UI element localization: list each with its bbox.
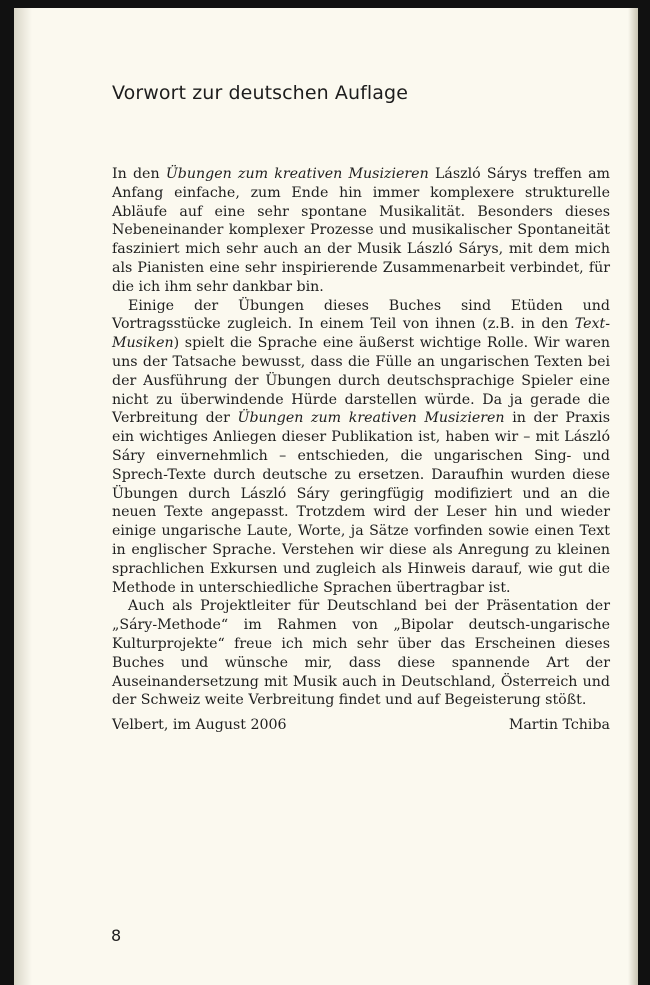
text-run: Auch als Projektleiter für Deutschland bei der Präsentation der „Sáry-Methode“ im Rahmen von „Bipolar deutsch-ungarische Kulturprojekte“ freue ich mich sehr über das Erscheinen dieses Buches und wünsche mir, dass diese spannende Art der Auseinandersetzung mit Musik auch in Deutschland, Österreich und der Schweiz weite Verbreitung findet und auf Begeisterung stößt. (112, 598, 610, 709)
page-number: 8 (111, 926, 122, 945)
author-name: Martin Tchiba (508, 717, 610, 733)
paragraph (112, 165, 610, 297)
italic-text: Text-Musiken (112, 316, 610, 352)
italic-text: Übungen zum kreativen Musizieren (165, 166, 429, 182)
binding-shadow (14, 8, 32, 985)
text-run: In den (112, 166, 166, 182)
text-run: László Sárys treffen am Anfang einfache, zum Ende hin immer komplexere strukturelle Abläufe auf eine sehr spontane Musikalität. Besonders dieses Nebeneinander komplexer Prozesse und musikalischer Spontaneität fasziniert mich sehr auch an der Musik László Sárys, mit dem mich als Pianisten eine sehr inspirierende Zusammenarbeit verbindet, für die ich ihm sehr dankbar bin. (112, 166, 610, 295)
page-edge-shadow (628, 8, 638, 985)
italic-text: Übungen zum kreativen Musizieren (237, 410, 505, 427)
text-run: in der Praxis ein wichtiges Anliegen dieser Publikation ist, haben wir – mit László Sáry einvernehmlich – entschieden, die ungarischen Sing- und Sprech-Texte durch deutsche zu ersetzen. Daraufhin wurden diese Übungen durch László Sáry geringfügig modifiziert und an die neuen Texte angepasst. Trotzdem wird der Leser hin und wieder einige ungarische Laute, Worte, ja Sätze vorfinden sowie einen Text in englischer Sprache. Verstehen wir diese als Anregung zu kleinen sprachlichen Exkursen und zugleich als Hinweis darauf, wie gut die Methode in unterschiedliche Sprachen übertragbar ist. (112, 410, 610, 596)
paragraph (112, 297, 610, 598)
text-run: ) spielt die Sprache eine äußerst wichtige Rolle. Wir waren uns der Tatsache bewusst, dass die Fülle an ungarischen Texten bei der Ausführung der Übungen durch deutschsprachige Spieler eine nicht zu überwindende Hürde darstellen würde. Da ja gerade die Verbreitung der (112, 335, 610, 427)
body-text (112, 165, 610, 710)
place-date: Velbert, im August 2006 (112, 717, 287, 733)
book-page (14, 8, 638, 985)
text-run: Einige der Übungen dieses Buches sind Etüden und Vortragsstücke zugleich. In einem Teil von ihnen (z.B. in den (112, 297, 610, 333)
signature-line (112, 717, 610, 733)
paragraph (112, 597, 610, 710)
page-title: Vorwort zur deutschen Auflage (112, 82, 408, 104)
